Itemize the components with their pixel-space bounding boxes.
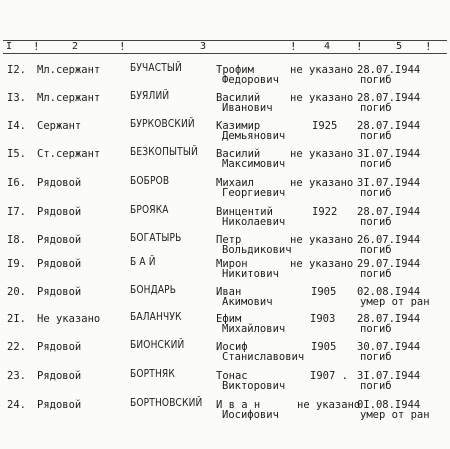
rank: Мл.сержант: [37, 64, 101, 76]
patronymic: Станиславович: [222, 351, 305, 363]
birth-year: не указано: [290, 258, 354, 270]
birth-year: I903: [310, 313, 336, 325]
surname: БЕЗКОПЫТЫЙ: [130, 146, 198, 158]
surname: БОНДАРЬ: [130, 284, 177, 296]
death-date: 0I.08.I944: [357, 399, 421, 411]
first-name: Винцентий: [216, 206, 273, 218]
death-status: погиб: [360, 158, 392, 170]
patronymic: Георгиевич: [222, 187, 286, 199]
surname: БОРТНЯК: [130, 368, 175, 380]
header-top-rule: [3, 40, 447, 41]
death-date: 29.07.I944: [357, 258, 421, 270]
row-number: I6.: [7, 177, 26, 189]
death-date: 26.07.I944: [357, 234, 421, 246]
birth-year: I905: [311, 286, 337, 298]
header-col-2: 2: [72, 41, 79, 52]
death-date: 28.07.I944: [357, 64, 421, 76]
patronymic: Иванович: [222, 102, 273, 114]
row-number: 23.: [7, 370, 26, 382]
rank: Рядовой: [37, 177, 82, 189]
header-separator: !: [119, 40, 126, 53]
surname: БОБРОВ: [130, 175, 170, 187]
surname: БУЧАСТЫЙ: [130, 62, 182, 74]
surname: БАЛАНЧУК: [130, 311, 182, 323]
death-date: 3I.07.I944: [357, 177, 421, 189]
surname: БИОНСКИЙ: [130, 339, 185, 351]
row-number: 24.: [7, 399, 26, 411]
first-name: Казимир: [216, 120, 261, 132]
death-date: 02.08.I944: [357, 286, 421, 298]
death-date: 30.07.I944: [357, 341, 421, 353]
first-name: Тонас: [216, 370, 248, 382]
rank: Рядовой: [37, 234, 82, 246]
birth-year: I905: [311, 341, 337, 353]
patronymic: Михайлович: [222, 323, 286, 335]
patronymic: Максимович: [222, 158, 286, 170]
header-separator: !: [290, 40, 297, 53]
header-col-1: I: [6, 41, 13, 52]
surname: БОГАТЫРЬ: [130, 232, 182, 244]
header-separator: !: [356, 40, 363, 53]
birth-year: не указано: [290, 177, 354, 189]
row-number: I9.: [7, 258, 26, 270]
row-number: I7.: [7, 206, 26, 218]
death-status: погиб: [360, 244, 392, 256]
row-number: I8.: [7, 234, 26, 246]
table-row: [0, 397, 450, 427]
header-separator: !: [33, 40, 40, 53]
surname: БУРКОВСКИЙ: [130, 118, 195, 130]
patronymic: Федорович: [222, 74, 279, 86]
table-row: [0, 118, 450, 148]
header-separator: !: [425, 40, 432, 53]
birth-year: не указано: [290, 64, 354, 76]
death-date: 3I.07.I944: [357, 370, 421, 382]
birth-year: не указано: [290, 148, 354, 160]
death-status: погиб: [360, 130, 392, 142]
death-status: погиб: [360, 268, 392, 280]
birth-year: не указано: [290, 92, 354, 104]
birth-year: не указано: [290, 234, 354, 246]
surname: БУЯЛИЙ: [130, 90, 170, 102]
death-status: погиб: [360, 380, 392, 392]
death-date: 28.07.I944: [357, 313, 421, 325]
row-number: I4.: [7, 120, 26, 132]
rank: Рядовой: [37, 399, 82, 411]
rank: Рядовой: [37, 370, 82, 382]
header-col-5: 5: [396, 41, 403, 52]
rank: Рядовой: [37, 341, 82, 353]
table-row: [0, 90, 450, 120]
rank: Не указано: [37, 313, 101, 325]
row-number: 2I.: [7, 313, 26, 325]
birth-year: не указано: [297, 399, 361, 411]
death-status: умер от ран: [360, 409, 430, 421]
first-name: Михаил: [216, 177, 254, 189]
death-status: погиб: [360, 323, 392, 335]
table-row: [0, 146, 450, 176]
table-row: [0, 368, 450, 398]
first-name: Василий: [216, 92, 261, 104]
first-name: Василий: [216, 148, 261, 160]
birth-year: I922: [312, 206, 338, 218]
row-number: I5.: [7, 148, 26, 160]
table-row: [0, 284, 450, 314]
header-col-4: 4: [324, 41, 331, 52]
row-number: I2.: [7, 64, 26, 76]
patronymic: Иосифович: [222, 409, 279, 421]
table-row: [0, 339, 450, 369]
first-name: И в а н: [216, 399, 261, 411]
birth-year: I925: [312, 120, 338, 132]
rank: Рядовой: [37, 286, 82, 298]
rank: Мл.сержант: [37, 92, 101, 104]
row-number: 20.: [7, 286, 26, 298]
death-date: 28.07.I944: [357, 206, 421, 218]
death-date: 3I.07.I944: [357, 148, 421, 160]
surname: БРОЯКА: [130, 204, 169, 216]
rank: Сержант: [37, 120, 82, 132]
row-number: I3.: [7, 92, 26, 104]
death-status: погиб: [360, 102, 392, 114]
surname: Б А Й: [130, 256, 156, 268]
surname: БОРТНОВСКИЙ: [130, 397, 203, 409]
patronymic: Николаевич: [222, 216, 286, 228]
rank: Рядовой: [37, 206, 82, 218]
patronymic: Демьянович: [222, 130, 286, 142]
death-date: 28.07.I944: [357, 92, 421, 104]
first-name: Мирон: [216, 258, 248, 270]
table-row: [0, 175, 450, 205]
first-name: Петр: [216, 234, 242, 246]
patronymic: Викторович: [222, 380, 286, 392]
rank: Ст.сержант: [37, 148, 101, 160]
death-status: погиб: [360, 351, 392, 363]
header-col-3: 3: [200, 41, 207, 52]
patronymic: Никитович: [222, 268, 279, 280]
death-status: погиб: [360, 74, 392, 86]
patronymic: Акимович: [222, 296, 273, 308]
first-name: Трофим: [216, 64, 254, 76]
first-name: Ефим: [216, 313, 242, 325]
death-status: погиб: [360, 216, 392, 228]
first-name: Иосиф: [216, 341, 248, 353]
table-row: [0, 311, 450, 341]
death-status: погиб: [360, 187, 392, 199]
table-row: [0, 62, 450, 92]
table-row: [0, 256, 450, 286]
first-name: Иван: [216, 286, 242, 298]
death-status: умер от ран: [360, 296, 430, 308]
rank: Рядовой: [37, 258, 82, 270]
patronymic: Вольдикович: [222, 244, 292, 256]
death-date: 28.07.I944: [357, 120, 421, 132]
header-bottom-rule: [3, 53, 447, 54]
birth-year: I907 .: [310, 370, 348, 382]
row-number: 22.: [7, 341, 26, 353]
table-row: [0, 204, 450, 234]
